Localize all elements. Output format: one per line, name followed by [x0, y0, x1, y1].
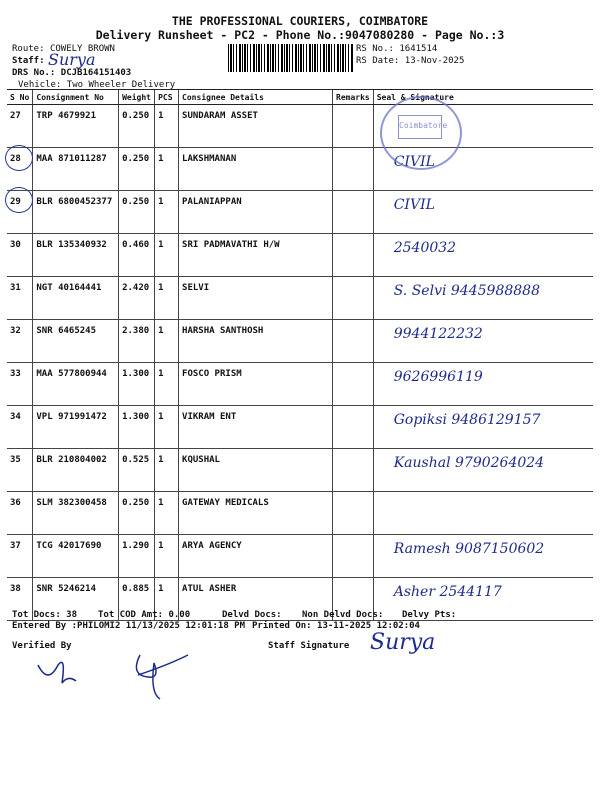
row-sno: 28 — [7, 148, 33, 191]
col-consignee-details: Consignee Details — [179, 90, 333, 105]
row-signature: 9626996119 — [373, 363, 593, 406]
row-sno: 33 — [7, 363, 33, 406]
rs-no-line — [356, 44, 437, 54]
row-weight: 1.300 — [119, 406, 155, 449]
route-label: Route: — [12, 44, 45, 54]
row-remarks — [333, 320, 374, 363]
table-row — [7, 492, 593, 535]
row-pcs: 1 — [155, 148, 179, 191]
row-weight: 0.250 — [119, 191, 155, 234]
row-consignment-no: SNR 5246214 — [33, 578, 119, 621]
row-remarks — [333, 191, 374, 234]
row-pcs: 1 — [155, 191, 179, 234]
row-pcs: 1 — [155, 535, 179, 578]
row-remarks — [333, 449, 374, 492]
entered-by: Entered By :PHILOMI2 11/13/2025 12:01:18 PM — [12, 621, 245, 631]
row-consignee: VIKRAM ENT — [179, 406, 333, 449]
table-row — [7, 148, 593, 191]
runsheet-table — [7, 89, 593, 621]
row-weight: 1.290 — [119, 535, 155, 578]
vehicle-value: Two Wheeler Delivery — [66, 80, 176, 90]
drs-line — [12, 68, 131, 78]
verifier-signature-drawing — [20, 645, 200, 705]
row-weight: 2.380 — [119, 320, 155, 363]
row-weight: 0.525 — [119, 449, 155, 492]
staff-handwritten-name: Surya — [48, 50, 96, 69]
row-weight: 0.460 — [119, 234, 155, 277]
table-row — [7, 234, 593, 277]
row-signature — [373, 492, 593, 535]
row-remarks — [333, 535, 374, 578]
table-row — [7, 449, 593, 492]
row-consignee: ARYA AGENCY — [179, 535, 333, 578]
rs-date-line — [356, 56, 464, 66]
staff-signature-label: Staff Signature — [268, 641, 350, 651]
row-consignee: GATEWAY MEDICALS — [179, 492, 333, 535]
row-remarks — [333, 105, 374, 148]
row-pcs: 1 — [155, 320, 179, 363]
row-weight: 0.885 — [119, 578, 155, 621]
seal-stamp-text: Coimbatore — [398, 115, 442, 139]
row-consignment-no: NGT 40164441 — [33, 277, 119, 320]
row-sno: 36 — [7, 492, 33, 535]
row-consignee: HARSHA SANTHOSH — [179, 320, 333, 363]
non-delvd-docs: Non Delvd Docs: — [302, 610, 384, 620]
pen-circle-row-28 — [5, 145, 33, 171]
row-consignment-no: SLM 382300458 — [33, 492, 119, 535]
row-signature: Gopiksi 9486129157 — [373, 406, 593, 449]
tot-cod: Tot COD Amt: 0.00 — [98, 610, 191, 620]
table-row — [7, 105, 593, 148]
rs-date-value: 13-Nov-2025 — [404, 56, 465, 66]
row-sno: 30 — [7, 234, 33, 277]
row-weight: 2.420 — [119, 277, 155, 320]
row-sno: 32 — [7, 320, 33, 363]
row-sno: 31 — [7, 277, 33, 320]
drs-value: DCJB164151403 — [60, 68, 132, 78]
barcode-image — [228, 44, 353, 72]
row-pcs: 1 — [155, 277, 179, 320]
tot-docs: Tot Docs: 38 — [12, 610, 78, 620]
table-row — [7, 535, 593, 578]
row-sno: 38 — [7, 578, 33, 621]
row-pcs: 1 — [155, 234, 179, 277]
row-pcs: 1 — [155, 105, 179, 148]
row-remarks — [333, 234, 374, 277]
row-consignee: KQUSHAL — [179, 449, 333, 492]
row-consignee: ATUL ASHER — [179, 578, 333, 621]
row-remarks — [333, 492, 374, 535]
row-remarks — [333, 148, 374, 191]
row-pcs: 1 — [155, 449, 179, 492]
rs-no-value: 1641514 — [399, 44, 438, 54]
row-remarks — [333, 406, 374, 449]
rs-no-label: RS No.: — [356, 44, 394, 54]
row-consignment-no: MAA 871011287 — [33, 148, 119, 191]
row-consignee: FOSCO PRISM — [179, 363, 333, 406]
vehicle-label: Vehicle: — [18, 80, 62, 90]
row-consignment-no: VPL 971991472 — [33, 406, 119, 449]
table-row — [7, 191, 593, 234]
row-pcs: 1 — [155, 578, 179, 621]
table-row — [7, 406, 593, 449]
row-signature: 2540032 — [373, 234, 593, 277]
row-signature: Ramesh 9087150602 — [373, 535, 593, 578]
col-sno: S No — [7, 90, 33, 105]
row-sno: 29 — [7, 191, 33, 234]
row-consignment-no: SNR 6465245 — [33, 320, 119, 363]
table-header-row — [7, 90, 593, 105]
delvy-pts: Delvy Pts: — [402, 610, 457, 620]
table-row — [7, 277, 593, 320]
row-consignment-no: BLR 135340932 — [33, 234, 119, 277]
route-value: COWELY BROWN — [49, 44, 115, 54]
row-consignment-no: TCG 42017690 — [33, 535, 119, 578]
row-weight: 0.250 — [119, 148, 155, 191]
row-consignee: LAKSHMANAN — [179, 148, 333, 191]
printed-on: Printed On: 13-11-2025 12:02:04 — [252, 621, 420, 631]
row-consignment-no: BLR 6800452377 — [33, 191, 119, 234]
row-weight: 0.250 — [119, 105, 155, 148]
rs-date-label: RS Date: — [356, 56, 400, 66]
row-consignment-no: BLR 210804002 — [33, 449, 119, 492]
row-signature: S. Selvi 9445988888 — [373, 277, 593, 320]
delvd-docs: Delvd Docs: — [222, 610, 282, 620]
row-consignment-no: MAA 577800944 — [33, 363, 119, 406]
row-consignee: SELVI — [179, 277, 333, 320]
row-consignee: SRI PADMAVATHI H/W — [179, 234, 333, 277]
runsheet-subtitle: Delivery Runsheet - PC2 - Phone No.:9047080280 - Page No.:3 — [95, 28, 505, 42]
row-sno: 35 — [7, 449, 33, 492]
row-weight: 1.300 — [119, 363, 155, 406]
row-pcs: 1 — [155, 492, 179, 535]
col-pcs: PCS — [155, 90, 179, 105]
row-consignment-no: TRP 4679921 — [33, 105, 119, 148]
row-sno: 37 — [7, 535, 33, 578]
row-pcs: 1 — [155, 363, 179, 406]
row-sno: 34 — [7, 406, 33, 449]
company-title: THE PROFESSIONAL COURIERS, COIMBATORE — [171, 14, 429, 28]
col-consignment-no: Consignment No — [33, 90, 119, 105]
row-signature: CIVIL — [373, 148, 593, 191]
staff-signature-handwritten: Surya — [370, 630, 436, 655]
col-seal-signature: Seal & Signature — [373, 90, 593, 105]
row-remarks — [333, 277, 374, 320]
row-pcs: 1 — [155, 406, 179, 449]
table-row — [7, 578, 593, 621]
row-signature: Asher 2544117 — [373, 578, 593, 621]
row-weight: 0.250 — [119, 492, 155, 535]
table-row — [7, 363, 593, 406]
row-signature: 9944122232 — [373, 320, 593, 363]
staff-label: Staff: — [12, 56, 45, 66]
pen-circle-row-29 — [5, 187, 33, 213]
col-remarks: Remarks — [333, 90, 374, 105]
verified-by-label: Verified By — [12, 641, 72, 651]
drs-label: DRS No.: — [12, 68, 56, 78]
table-row — [7, 320, 593, 363]
row-signature: CIVIL — [373, 191, 593, 234]
row-signature: Kaushal 9790264024 — [373, 449, 593, 492]
row-remarks — [333, 363, 374, 406]
row-consignee: PALANIAPPAN — [179, 191, 333, 234]
col-weight: Weight — [119, 90, 155, 105]
row-consignee: SUNDARAM ASSET — [179, 105, 333, 148]
row-sno: 27 — [7, 105, 33, 148]
staff-line — [12, 56, 45, 66]
